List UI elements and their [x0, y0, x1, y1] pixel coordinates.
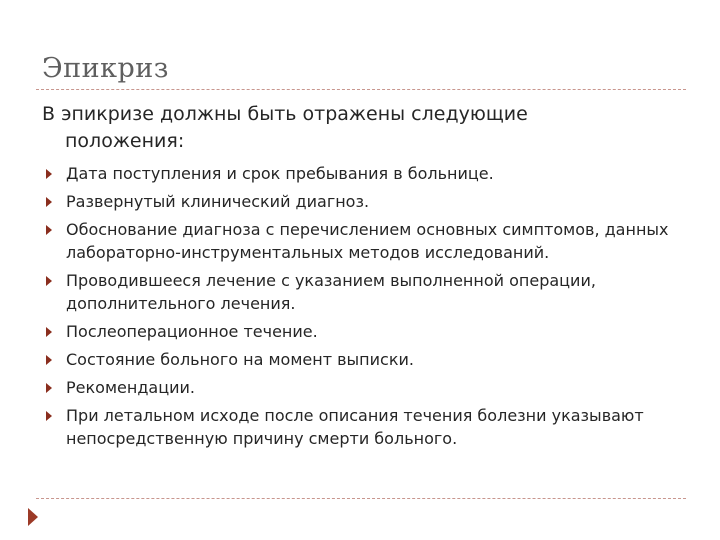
list-item-text: Дата поступления и срок пребывания в больнице. — [66, 164, 494, 183]
list-item-text: Состояние больного на момент выписки. — [66, 350, 414, 369]
list-item — [44, 376, 694, 399]
title-divider — [36, 89, 686, 90]
list-item — [44, 218, 694, 264]
list-item-text: Обоснование диагноза с перечислением основных симптомов, данных лабораторно-инструментальных методов исследований. — [66, 220, 669, 262]
triangle-bullet-icon — [46, 383, 52, 393]
bullet-list — [44, 162, 694, 455]
triangle-bullet-icon — [46, 411, 52, 421]
slide-title: Эпикриз — [42, 53, 170, 84]
list-item — [44, 162, 694, 185]
intro-text — [42, 101, 682, 155]
list-item-text: Послеоперационное течение. — [66, 322, 318, 341]
list-item — [44, 348, 694, 371]
list-item — [44, 190, 694, 213]
list-item — [44, 320, 694, 343]
triangle-bullet-icon — [46, 225, 52, 235]
list-item-text: Проводившееся лечение с указанием выполненной операции, дополнительного лечения. — [66, 271, 596, 313]
list-item-text: При летальном исходе после описания течения болезни указывают непосредственную причину смерти больного. — [66, 406, 644, 448]
list-item — [44, 269, 694, 315]
list-item-text: Рекомендации. — [66, 378, 195, 397]
footer-divider — [36, 498, 686, 499]
intro-line-2: положения: — [65, 130, 185, 152]
triangle-bullet-icon — [46, 327, 52, 337]
intro-line-1: В эпикризе должны быть отражены следующие — [42, 103, 528, 125]
triangle-bullet-icon — [46, 355, 52, 365]
triangle-arrow-icon — [28, 508, 38, 526]
triangle-bullet-icon — [46, 169, 52, 179]
list-item — [44, 404, 694, 450]
triangle-bullet-icon — [46, 276, 52, 286]
list-item-text: Развернутый клинический диагноз. — [66, 192, 370, 211]
triangle-bullet-icon — [46, 197, 52, 207]
